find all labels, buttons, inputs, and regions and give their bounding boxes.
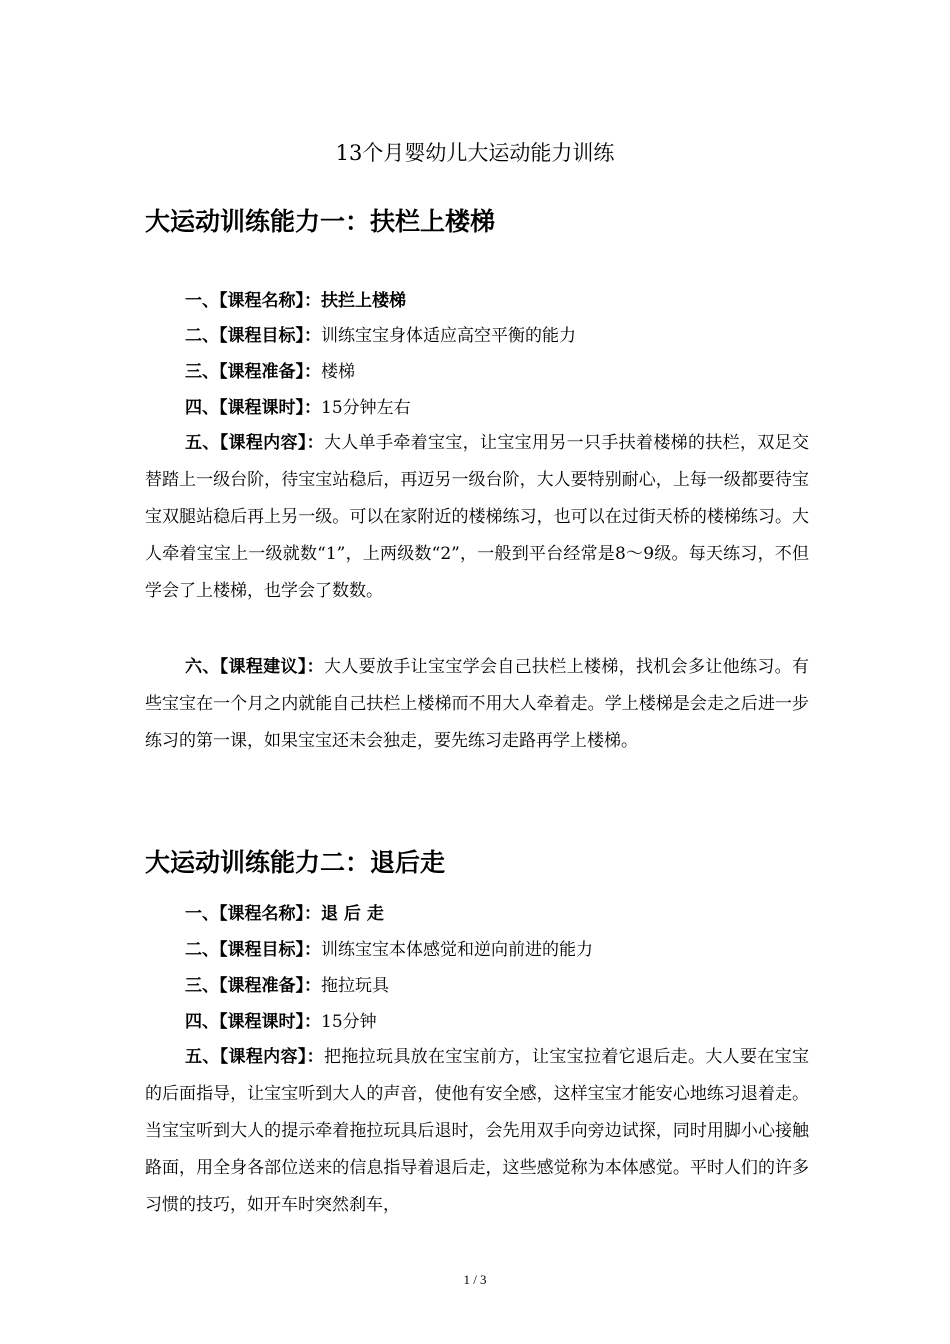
course-prep-label: 三、【课程准备】：	[185, 362, 321, 382]
course-content-label: 五、【课程内容】：	[185, 433, 324, 453]
section-2-course-content	[145, 1039, 809, 1224]
course-content-label: 五、【课程内容】：	[185, 1047, 324, 1067]
section-2-course-name	[185, 901, 384, 927]
course-advice-label: 六、【课程建议】：	[185, 657, 324, 677]
section-2-course-goal	[185, 937, 593, 963]
course-name-value: 扶拦上楼梯	[321, 291, 406, 311]
document-title: 13个月婴幼儿大运动能力训练	[335, 141, 615, 165]
course-duration-label: 四、【课程课时】：	[185, 398, 321, 418]
course-advice-text: 大人要放手让宝宝学会自己扶栏上楼梯，找机会多让他练习。有些宝宝在一个月之内就能自己扶栏上楼梯而不用大人牵着走。学上楼梯是会走之后进一步练习的第一课，如果宝宝还未会独走，要先练习走路再学上楼梯。	[145, 657, 809, 751]
section-2-heading: 大运动训练能力二：退后走	[145, 848, 446, 877]
course-prep-value: 楼梯	[321, 362, 355, 382]
course-goal-label: 二、【课程目标】：	[185, 940, 321, 960]
course-prep-label: 三、【课程准备】：	[185, 976, 321, 996]
course-duration-label: 四、【课程课时】：	[185, 1012, 321, 1032]
section-1-course-prep	[185, 359, 355, 385]
section-1-course-advice	[145, 649, 809, 760]
course-name-label: 一、【课程名称】：	[185, 904, 321, 924]
section-1-course-content	[145, 425, 809, 610]
course-goal-value: 训练宝宝身体适应高空平衡的能力	[321, 326, 576, 346]
course-content-text: 大人单手牵着宝宝，让宝宝用另一只手扶着楼梯的扶栏，双足交替踏上一级台阶，待宝宝站稳后，再迈另一级台阶，大人要特别耐心，上每一级都要待宝宝双腿站稳后再上另一级。可以在家附近的楼梯练习，也可以在过街天桥的楼梯练习。大人牵着宝宝上一级就数“1”，上两级数“2”，一般到平台经常是8～9级。每天练习，不但学会了上楼梯，也学会了数数。	[145, 433, 809, 601]
page-number: 1 / 3	[463, 1272, 487, 1287]
section-1-course-name	[185, 288, 406, 314]
section-1-heading: 大运动训练能力一：扶栏上楼梯	[145, 207, 496, 236]
section-2-course-duration	[185, 1009, 377, 1035]
section-2-course-prep	[185, 973, 389, 999]
course-duration-value: 15分钟左右	[321, 398, 411, 418]
course-name-label: 一、【课程名称】：	[185, 291, 321, 311]
course-name-value: 退 后 走	[321, 904, 384, 924]
course-content-text: 把拖拉玩具放在宝宝前方，让宝宝拉着它退后走。大人要在宝宝的后面指导，让宝宝听到大人的声音，使他有安全感，这样宝宝才能安心地练习退着走。当宝宝听到大人的提示牵着拖拉玩具后退时，会先用双手向旁边试探，同时用脚小心接触路面，用全身各部位送来的信息指导着退后走，这些感觉称为本体感觉。平时人们的许多习惯的技巧，如开车时突然刹车，	[145, 1047, 809, 1215]
section-1-course-duration	[185, 395, 411, 421]
section-1-course-goal	[185, 323, 576, 349]
course-prep-value: 拖拉玩具	[321, 976, 389, 996]
course-goal-value: 训练宝宝本体感觉和逆向前进的能力	[321, 940, 593, 960]
course-goal-label: 二、【课程目标】：	[185, 326, 321, 346]
course-duration-value: 15分钟	[321, 1012, 377, 1032]
